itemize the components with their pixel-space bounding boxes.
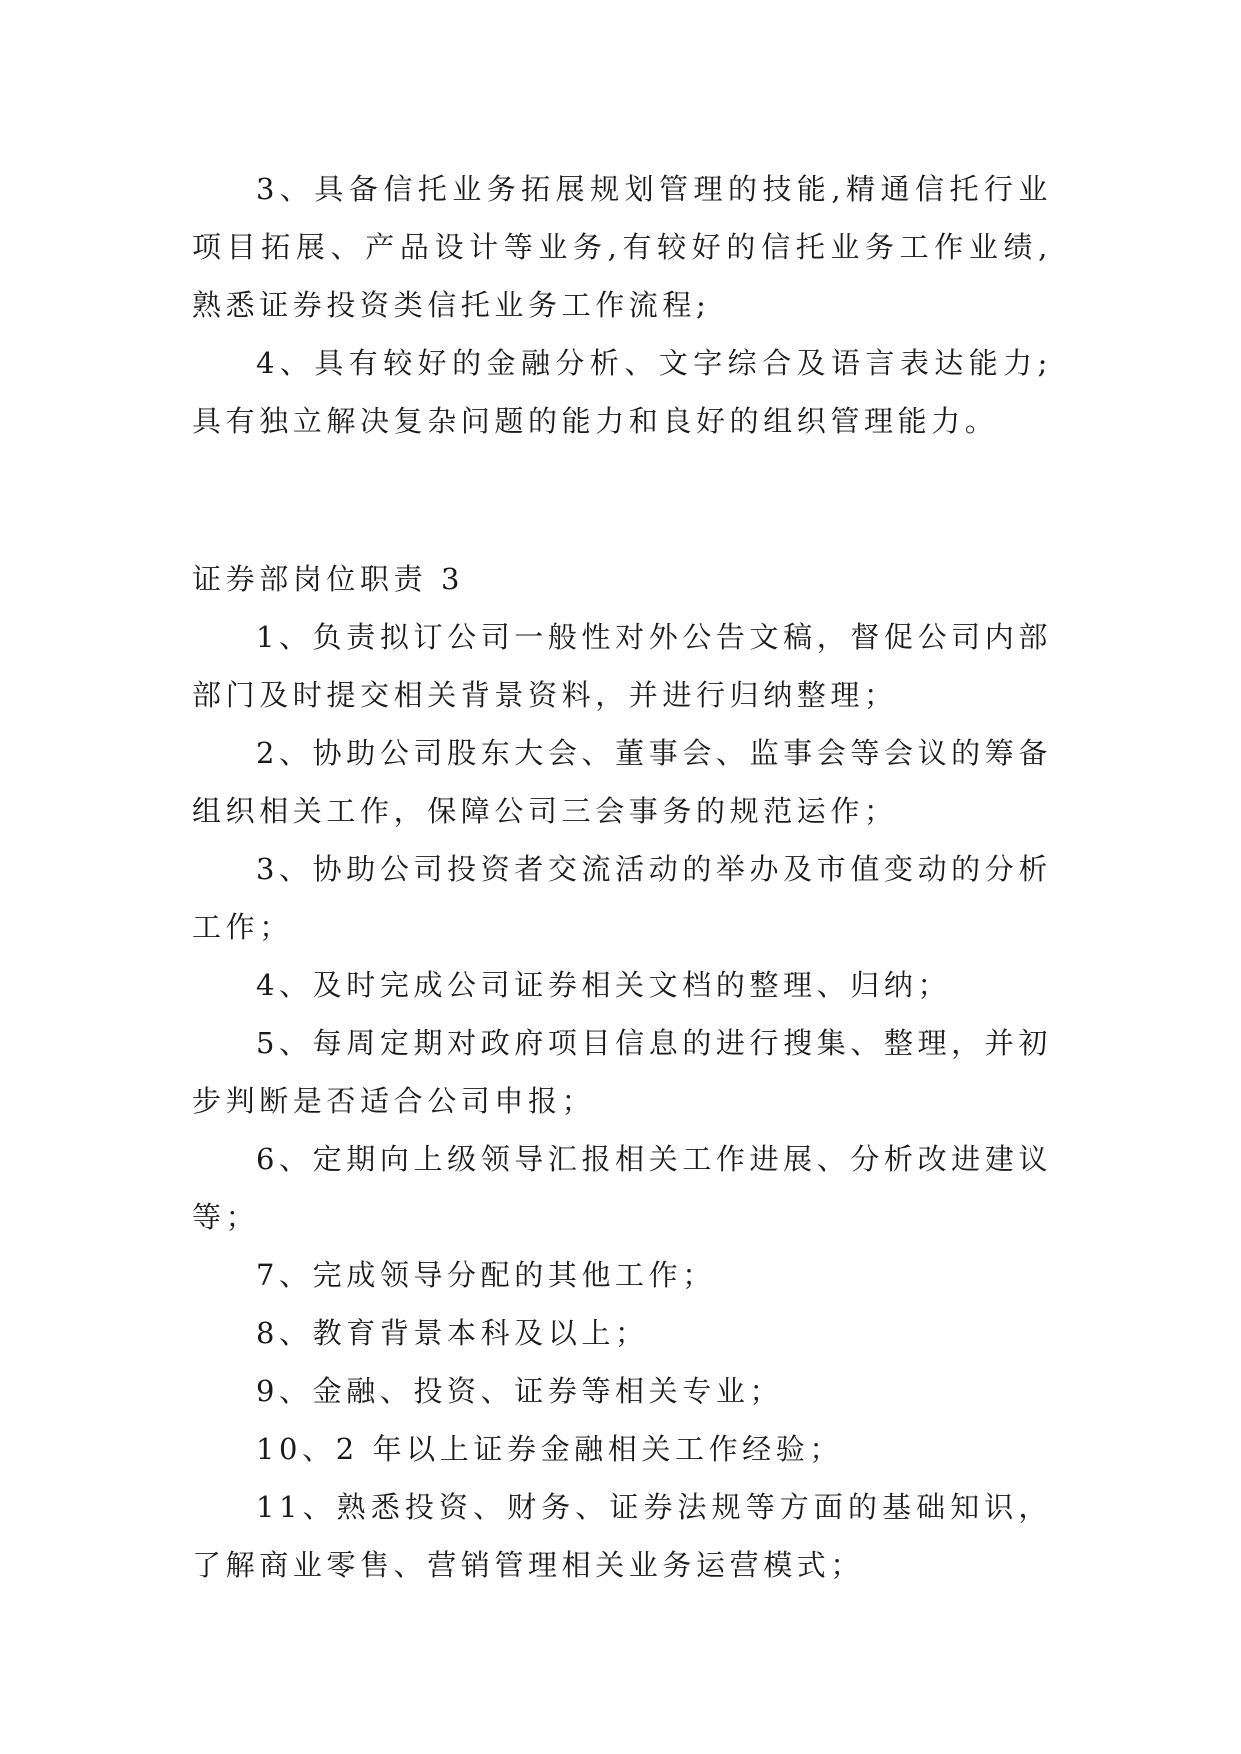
duty-item-5: 5、每周定期对政府项目信息的进行搜集、整理，并初步判断是否适合公司申报； bbox=[192, 1026, 1052, 1118]
duty-item-2: 2、协助公司股东大会、董事会、监事会等会议的筹备组织相关工作，保障公司三会事务的规范运作； bbox=[192, 736, 1052, 828]
paragraph-prev-4: 4、具有较好的金融分析、文字综合及语言表达能力;具有独立解决复杂问题的能力和良好的组织管理能力。 bbox=[192, 346, 1052, 438]
duty-item-3: 3、协助公司投资者交流活动的举办及市值变动的分析工作； bbox=[192, 852, 1052, 944]
section-heading: 证券部岗位职责 3 bbox=[192, 562, 465, 596]
duty-item-10: 10、2 年以上证券金融相关工作经验； bbox=[256, 1432, 843, 1466]
document-page bbox=[192, 160, 1052, 1594]
duty-item-11: 11、熟悉投资、财务、证券法规等方面的基础知识，了解商业零售、营销管理相关业务运营模式； bbox=[192, 1490, 1052, 1582]
paragraph-prev-3: 3、具备信托业务拓展规划管理的技能,精通信托行业项目拓展、产品设计等业务,有较好的信托业务工作业绩,熟悉证券投资类信托业务工作流程; bbox=[192, 172, 1052, 322]
duty-item-9: 9、金融、投资、证券等相关专业； bbox=[256, 1374, 784, 1408]
section-spacer bbox=[192, 450, 1052, 550]
duty-item-6: 6、定期向上级领导汇报相关工作进展、分析改进建议等； bbox=[192, 1142, 1052, 1234]
duty-item-8: 8、教育背景本科及以上； bbox=[256, 1316, 649, 1350]
duty-item-4: 4、及时完成公司证券相关文档的整理、归纳； bbox=[256, 968, 952, 1002]
duty-item-1: 1、负责拟订公司一般性对外公告文稿，督促公司内部部门及时提交相关背景资料，并进行归纳整理； bbox=[192, 620, 1052, 712]
duty-item-7: 7、完成领导分配的其他工作； bbox=[256, 1258, 716, 1292]
